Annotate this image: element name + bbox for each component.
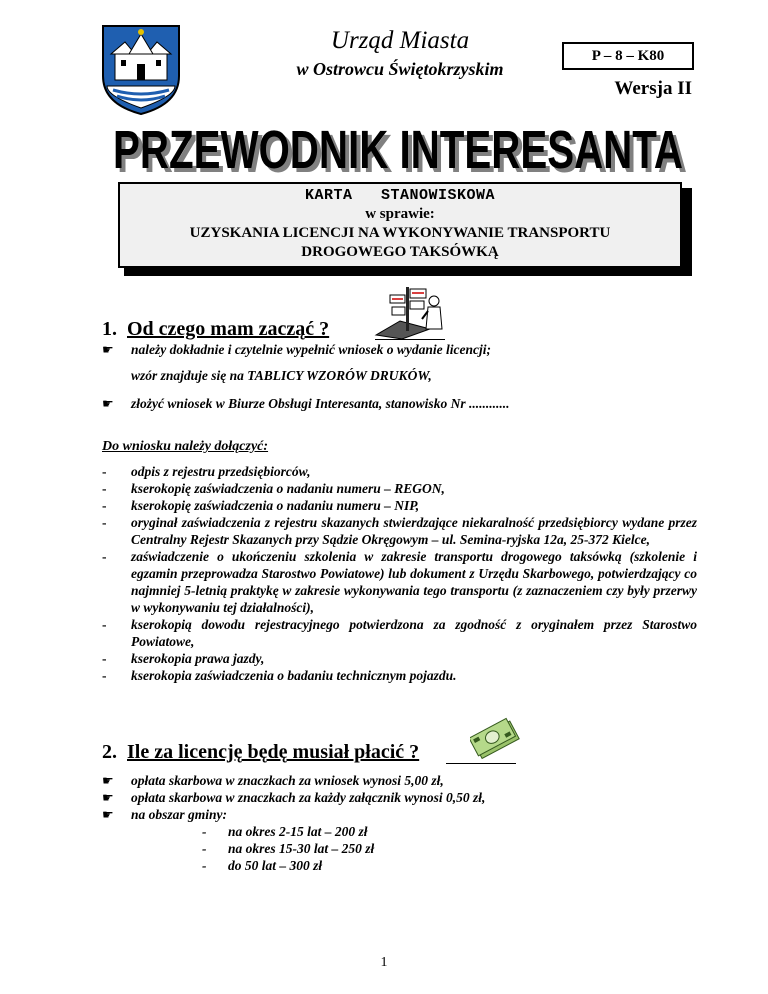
fee-item: opłata skarbowa w znaczkach za wniosek wynosi 5,00 zł,: [131, 773, 444, 788]
document-code: P – 8 – K80: [562, 42, 694, 70]
office-title: Urząd Miasta: [330, 27, 470, 54]
section1-bullet1: należy dokładnie i czytelnie wypełnić wniosek o wydanie licencji;: [131, 342, 491, 357]
fee-item: na obszar gminy:: [131, 807, 228, 822]
fee-subitem: - na okres 15-30 lat – 250 zł: [202, 841, 375, 856]
list-item: - odpis z rejestru przedsiębiorców,: [102, 464, 311, 479]
card-subject-line1: UZYSKANIA LICENCJI NA WYKONYWANIE TRANSPORTU: [189, 225, 611, 241]
office-subtitle: w Ostrowcu Świętokrzyskim: [296, 59, 504, 79]
attachments-list: [102, 463, 697, 684]
section1-bullet1-continuation: wzór znajduje się na TABLICY WZORÓW DRUKÓW,: [131, 368, 432, 383]
section2-title: Ile za licencję będę musiał płacić ?: [127, 741, 420, 763]
bullet-icon: ☛: [102, 807, 114, 822]
page-number: 1: [380, 955, 388, 970]
list-item: - kserokopią dowodu rejestracyjnego potwierdzona za zgodność z oryginałem przez Starostwo Powiatowe,: [102, 617, 697, 649]
list-item: - kserokopię zaświadczenia o nadaniu numeru – REGON,: [102, 481, 445, 496]
section2-underline-extension: [446, 763, 516, 764]
city-crest-logo: [101, 24, 181, 116]
banner-shadow: PRZEWODNIK INTERESANTA: [117, 124, 687, 179]
section1-bullet2: złożyć wniosek w Biurze Obsługi Interesanta, stanowisko Nr ............: [131, 396, 510, 411]
person-with-signs-clipart: [372, 283, 447, 341]
fee-item: opłata skarbowa w znaczkach za każdy załącznik wynosi 0,50 zł,: [131, 790, 486, 805]
bullet-icon: ☛: [102, 396, 114, 411]
banner-wordart: [102, 113, 694, 179]
money-bills-icon: [470, 716, 520, 760]
document-version: Wersja II: [614, 78, 692, 99]
list-item: - kserokopia prawa jazdy,: [102, 651, 265, 666]
list-item: - zaświadczenie o ukończeniu szkolenia w zakresie transportu drogowego taksówką (szkolenie i egzamin przeprowadza Starostwo Powiatowe) lub dokument z Urzędu Skarbowego, potwierdzający co najmniej 5-letnią praktykę w zakresie wykonywania tego transportu (z zaznaczeniem czy były przerwy w wykonywaniu tej działalności),: [102, 549, 697, 615]
info-card: [118, 182, 682, 268]
card-subtitle: w sprawie:: [365, 206, 435, 222]
card-title: KARTA STANOWISKOWA: [304, 187, 496, 204]
list-item: - kserokopia zaświadczenia o badaniu technicznym pojazdu.: [102, 668, 457, 683]
banner-text: PRZEWODNIK INTERESANTA: [113, 120, 683, 179]
section2-heading: [102, 741, 419, 763]
card-subject-line2: DROGOWEGO TAKSÓWKĄ: [301, 244, 499, 260]
bullet-icon: ☛: [102, 773, 114, 788]
fee-subitem: - do 50 lat – 300 zł: [202, 858, 323, 873]
fee-subitem: - na okres 2-15 lat – 200 zł: [202, 824, 368, 839]
attachments-heading: Do wniosku należy dołączyć:: [102, 439, 269, 454]
section1-number: 1.: [102, 318, 117, 340]
bullet-icon: ☛: [102, 790, 114, 805]
list-item: - kserokopię zaświadczenia o nadaniu numeru – NIP,: [102, 498, 420, 513]
section1-heading: [102, 318, 329, 340]
list-item: - oryginał zaświadczenia z rejestru skazanych stwierdzające niekaralność przedsiębiorcy wydane przez Centralny Rejestr Skazanych przy Sądzie Okręgowym – ul. Semina-ryjska 12a, 25-372 Kielce,: [102, 515, 697, 547]
bullet-icon: ☛: [102, 342, 114, 357]
section1-title: Od czego mam zacząć ?: [127, 318, 330, 340]
section2-number: 2.: [102, 741, 117, 763]
